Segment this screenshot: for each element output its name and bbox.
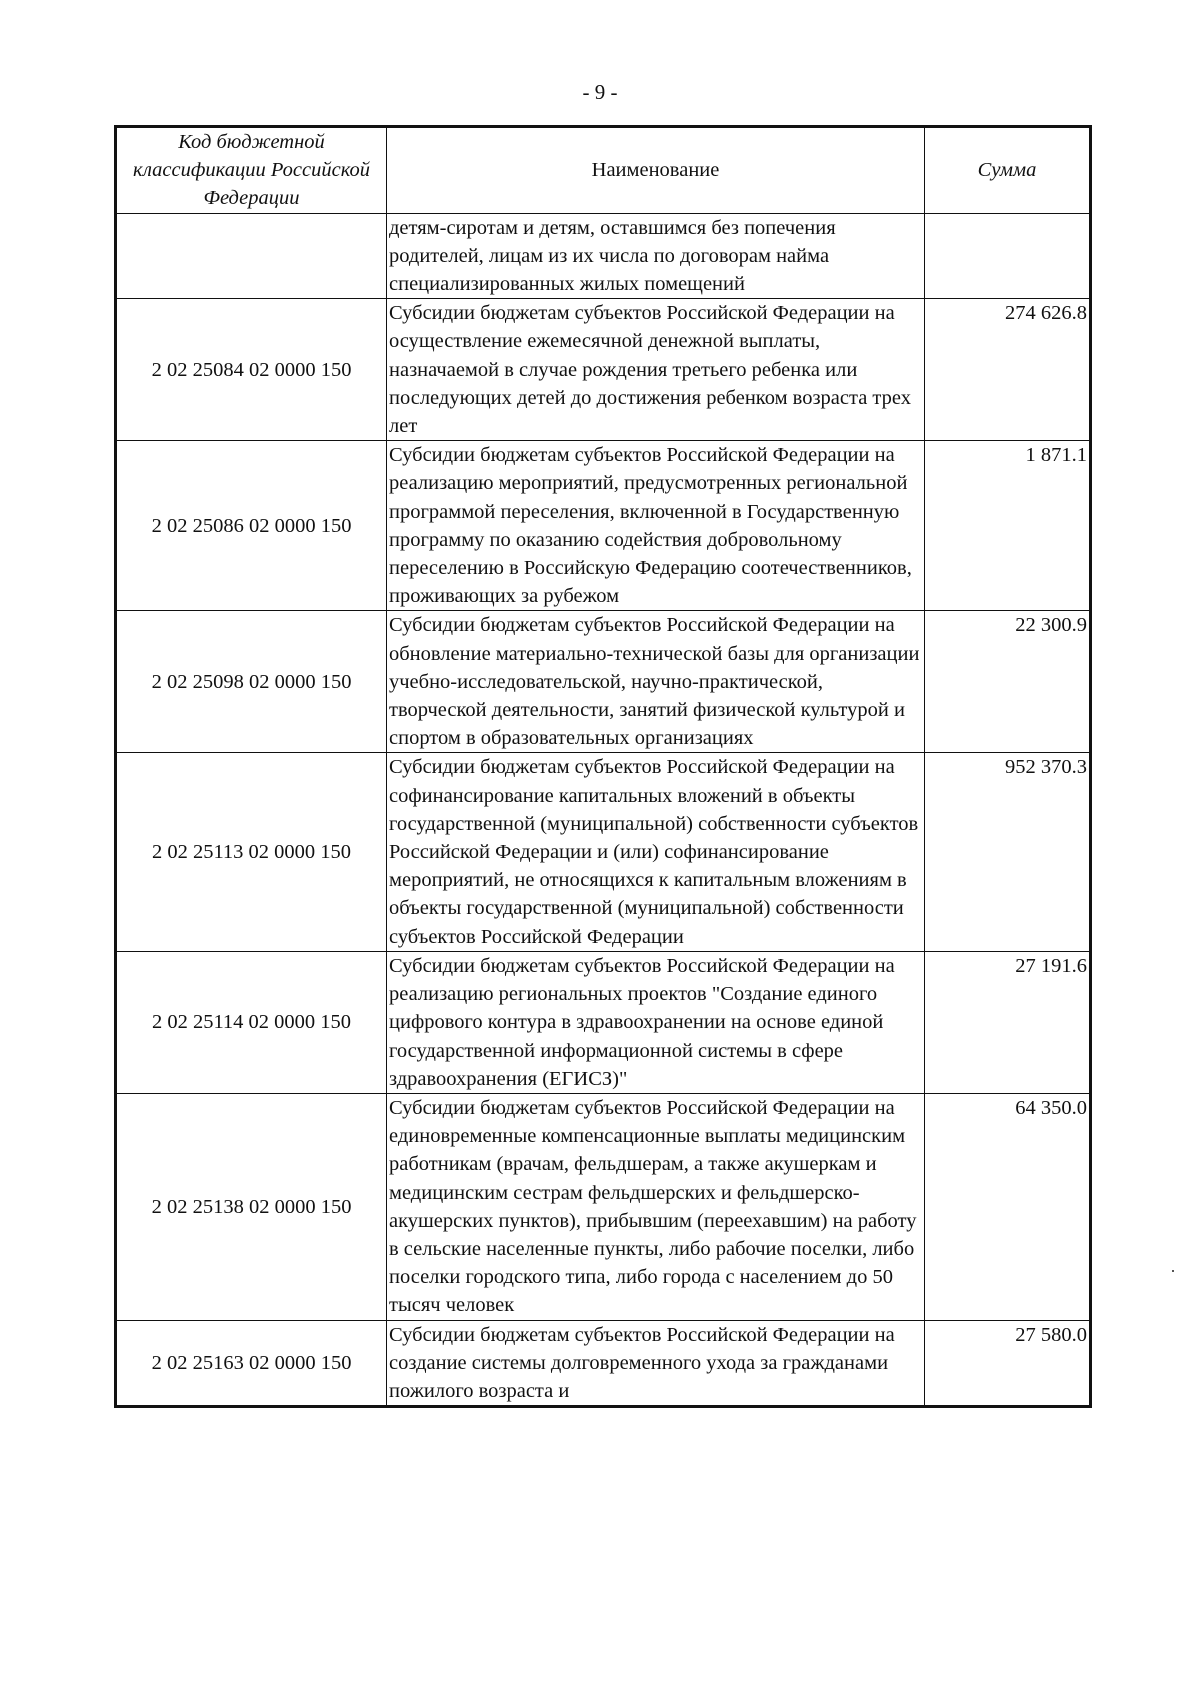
table-row	[116, 1093, 1091, 1320]
header-name: Наименование	[387, 127, 925, 214]
table-row	[116, 753, 1091, 951]
table-row	[116, 441, 1091, 611]
table-header-row	[116, 127, 1091, 214]
scan-speck	[1172, 1270, 1174, 1272]
table-row	[116, 951, 1091, 1093]
row-name: Субсидии бюджетам субъектов Российской Федерации на обновление материально-технической базы для организации учебно-исследовательской, научно-практической, творческой деятельности, занятий физической культурой и спортом в образовательных организациях	[387, 611, 925, 753]
row-name: Субсидии бюджетам субъектов Российской Федерации на софинансирование капитальных вложений в объекты государственной (муниципальной) собственности субъектов Российской Федерации и (или) софинансирование мероприятий, не относящихся к капитальным вложениям в объекты государственной (муниципальной) собственности субъектов Российской Федерации	[387, 753, 925, 951]
row-code: 2 02 25084 02 0000 150	[116, 299, 387, 441]
row-sum: 27 580.0	[925, 1320, 1091, 1407]
row-code: 2 02 25138 02 0000 150	[116, 1093, 387, 1320]
row-sum: 274 626.8	[925, 299, 1091, 441]
row-name: Субсидии бюджетам субъектов Российской Федерации на реализацию региональных проектов "Создание единого цифрового контура в здравоохранении на основе единой государственной информационной системы в сфере здравоохранения (ЕГИСЗ)"	[387, 951, 925, 1093]
row-name: Субсидии бюджетам субъектов Российской Федерации на осуществление ежемесячной денежной выплаты, назначаемой в случае рождения третьего ребенка или последующих детей до достижения ребенком возраста трех лет	[387, 299, 925, 441]
table-row	[116, 611, 1091, 753]
row-sum: 64 350.0	[925, 1093, 1091, 1320]
table-row	[116, 1320, 1091, 1407]
row-sum: 27 191.6	[925, 951, 1091, 1093]
row-name: Субсидии бюджетам субъектов Российской Федерации на создание системы долговременного ухода за гражданами пожилого возраста и	[387, 1320, 925, 1407]
row-name: Субсидии бюджетам субъектов Российской Федерации на реализацию мероприятий, предусмотренных региональной программой переселения, включенной в Государственную программу по оказанию содействия добровольному переселению в Российскую Федерацию соотечественников, проживающих за рубежом	[387, 441, 925, 611]
row-sum: 22 300.9	[925, 611, 1091, 753]
row-name: Субсидии бюджетам субъектов Российской Федерации на единовременные компенсационные выплаты медицинским работникам (врачам, фельдшерам, а также акушеркам и медицинским сестрам фельдшерских и фельдшерско-акушерских пунктов), прибывшим (переехавшим) на работу в сельские населенные пункты, либо рабочие поселки, либо поселки городского типа, либо города с населением до 50 тысяч человек	[387, 1093, 925, 1320]
row-sum	[925, 213, 1091, 299]
row-code	[116, 213, 387, 299]
row-code: 2 02 25113 02 0000 150	[116, 753, 387, 951]
header-sum: Сумма	[925, 127, 1091, 214]
row-sum: 1 871.1	[925, 441, 1091, 611]
row-name: детям-сиротам и детям, оставшимся без попечения родителей, лицам из их числа по договорам найма специализированных жилых помещений	[387, 213, 925, 299]
row-code: 2 02 25086 02 0000 150	[116, 441, 387, 611]
page-number: - 9 -	[582, 80, 618, 104]
header-code: Код бюджетной классификации Российской Федерации	[116, 127, 387, 214]
row-sum: 952 370.3	[925, 753, 1091, 951]
row-code: 2 02 25114 02 0000 150	[116, 951, 387, 1093]
row-code: 2 02 25098 02 0000 150	[116, 611, 387, 753]
row-code: 2 02 25163 02 0000 150	[116, 1320, 387, 1407]
budget-classification-table	[114, 125, 1092, 1408]
table-row	[116, 299, 1091, 441]
table-row	[116, 213, 1091, 299]
